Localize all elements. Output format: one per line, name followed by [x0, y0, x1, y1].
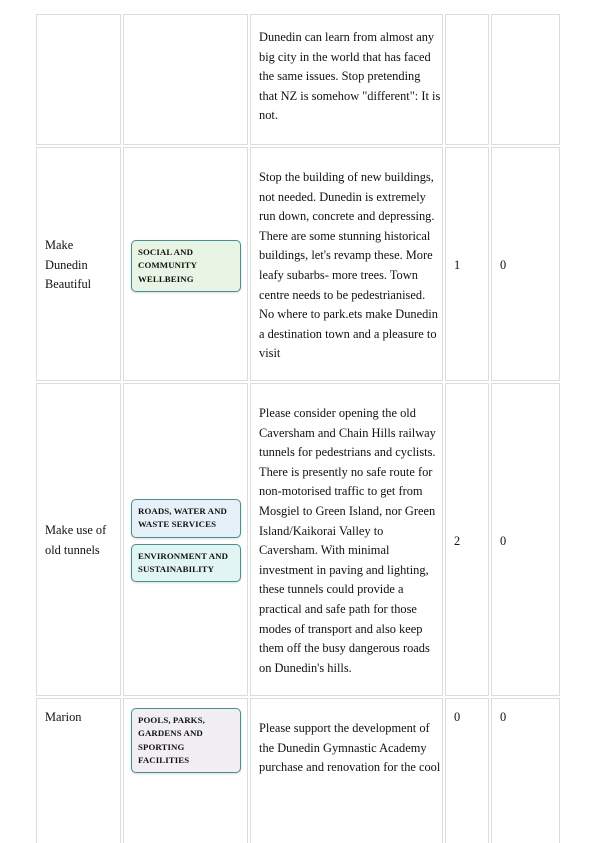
table-row: [36, 14, 560, 145]
category-cell: [123, 14, 248, 145]
comment-cell: [250, 383, 443, 696]
category-cell: [123, 698, 248, 843]
comment-text: Stop the building of new buildings, not needed. Dunedin is extremely run down, concrete and depressing. There are some stunning historical buildings, let's revamp these. More leafy subarbs- more trees. Town centre needs to be pedestrianised. No where to park.ets make Dunedin a destination town and a pleasure to visit: [259, 170, 438, 361]
category-cell: [123, 383, 248, 696]
category-tag[interactable]: ENVIRONMENT AND SUSTAINABILITY: [131, 544, 241, 583]
comment-cell: [250, 14, 443, 145]
count-cell-1: [445, 147, 489, 381]
count-cell-1: [445, 383, 489, 696]
count-value-2: 0: [500, 258, 507, 272]
count-value-1: 1: [454, 258, 461, 272]
table-row: [36, 147, 560, 381]
count-value-1: 2: [454, 534, 461, 548]
count-value-2: 0: [500, 534, 507, 548]
comment-text: Dunedin can learn from almost any big city in the world that has faced the same issues. Stop pretending that NZ is somehow "different": It is not.: [259, 30, 441, 123]
count-cell-2: [491, 698, 560, 843]
count-cell-1: [445, 698, 489, 843]
title-cell: [36, 147, 121, 381]
count-cell-2: [491, 383, 560, 696]
title-cell: [36, 383, 121, 696]
table-row: [36, 698, 560, 843]
title-cell: [36, 14, 121, 145]
count-cell-2: [491, 147, 560, 381]
title-cell: [36, 698, 121, 843]
comment-text: Please consider opening the old Caversham and Chain Hills railway tunnels for pedestrians and cyclists. There is presently no safe route for non-motorised traffic to get from Mosgiel to Green Island, nor Green Island/Kaikorai Valley to Caversham. With minimal investment in paving and lighting, these tunnels could provide a practical and safe path for those modes of transport and also keep them off the busy dangerous roads on Dunedin's hills.: [259, 406, 436, 675]
comment-cell: [250, 698, 443, 843]
category-tag[interactable]: SOCIAL AND COMMUNITY WELLBEING: [131, 240, 241, 292]
count-value-1: 0: [454, 710, 461, 724]
table-row: [36, 383, 560, 696]
category-tag[interactable]: POOLS, PARKS, GARDENS AND SPORTING FACILITIES: [131, 708, 241, 773]
count-cell-1: [445, 14, 489, 145]
row-title: Make use of old tunnels: [45, 523, 107, 557]
row-title: Make Dunedin Beautiful: [45, 238, 92, 292]
category-cell: [123, 147, 248, 381]
comment-text: Please support the development of the Dunedin Gymnastic Academy purchase and renovation for the cool: [259, 721, 441, 775]
category-tag[interactable]: ROADS, WATER AND WASTE SERVICES: [131, 499, 241, 538]
row-title: Marion: [45, 710, 82, 724]
count-cell-2: [491, 14, 560, 145]
count-value-2: 0: [500, 710, 507, 724]
comment-cell: [250, 147, 443, 381]
